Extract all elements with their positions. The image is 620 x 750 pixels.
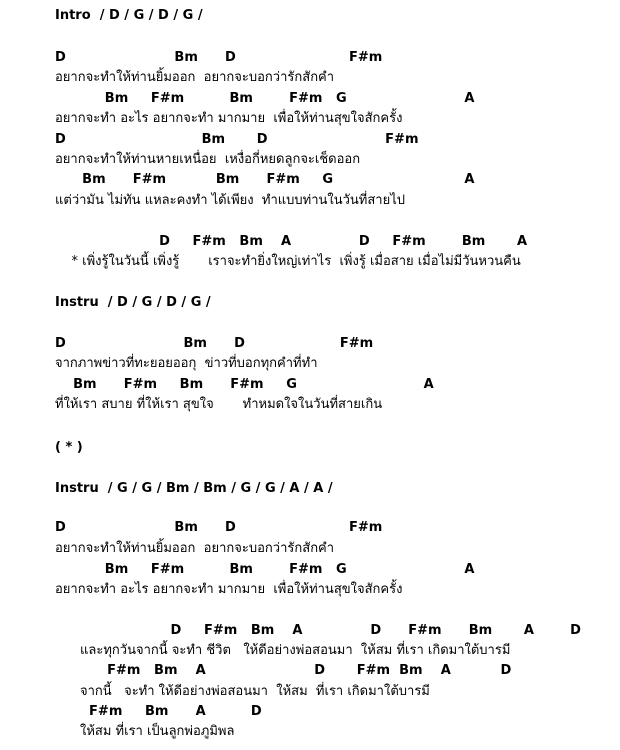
chord-line: Bm F#m Bm F#m G A xyxy=(55,172,475,187)
chord-line: Bm F#m Bm F#m G A xyxy=(55,91,475,106)
lyric-line: อยากจะทำ อะไร อยากจะทำ มากมาย เพื่อให้ท่านสุขใจสักครั้ง xyxy=(55,111,403,126)
lyric-line: และทุกวันจากนี้ จะทำ ชีวิต ให้ดีอย่างพ่อสอนมา ให้สม ที่เรา เกิดมาใต้บารมี xyxy=(80,643,511,658)
lyric-line: อยากจะทำให้ท่านยิ้มออก อยากจะบอกว่ารักสักคำ xyxy=(55,70,335,85)
lyric-line: อยากจะทำให้ท่านยิ้มออก อยากจะบอกว่ารักสักคำ xyxy=(55,541,335,556)
chord-line: D F#m Bm A D F#m Bm A D xyxy=(80,623,581,638)
chord-line: Bm F#m Bm F#m G A xyxy=(55,562,475,577)
chorus-repeat-marker: ( * ) xyxy=(55,440,83,455)
lyric-line: จากนี้ จะทำ ให้ดีอย่างพ่อสอนมา ให้สม ที่เรา เกิดมาใต้บารมี xyxy=(80,684,430,699)
chord-line: F#m Bm A D xyxy=(80,704,262,719)
chord-line: D Bm D F#m xyxy=(55,50,383,65)
lyric-line: แต่ว่ามัน ไม่ทัน แหละคงทำ ได้เพียง ทำแบบท่านในวันที่สายไป xyxy=(55,193,406,208)
chord-line: D Bm D F#m xyxy=(55,336,374,351)
instru-line: Instru / D / G / D / G / xyxy=(55,295,211,310)
chord-line: D Bm D F#m xyxy=(55,132,419,147)
instru-line: Instru / G / G / Bm / Bm / G / G / A / A / xyxy=(55,481,333,496)
chord-line: D Bm D F#m xyxy=(55,520,383,535)
lyric-line: อยากจะทำให้ท่านหายเหนื่อย เหงื่อกี่หยดลูกจะเช็ดออก xyxy=(55,152,361,167)
lyric-line: ที่ให้เรา สบาย ที่ให้เรา สุขใจ ทำหมดใจในวันที่สายเกิน xyxy=(55,397,383,412)
lyric-line: ให้สม ที่เรา เป็นลูกพ่อภูมิพล xyxy=(80,724,235,739)
chorus-chord-line: D F#m Bm A D F#m Bm A xyxy=(55,234,528,249)
chorus-lyric-line: * เพิ่งรู้ในวันนี้ เพิ่งรู้ เราจะทำยิ่งใหญ่เท่าไร เพิ่งรู้ เมื่อสาย เมื่อไม่มีวันหวนคืน xyxy=(55,254,521,269)
intro-line: Intro / D / G / D / G / xyxy=(55,8,203,23)
chord-line: F#m Bm A D F#m Bm A D xyxy=(80,663,512,678)
lyric-line: อยากจะทำ อะไร อยากจะทำ มากมาย เพื่อให้ท่านสุขใจสักครั้ง xyxy=(55,582,403,597)
chord-line: Bm F#m Bm F#m G A xyxy=(55,377,434,392)
lyric-line: จากภาพข่าวที่ทะยอยออกุ ข่าวที่บอกทุกคำที่ทำ xyxy=(55,356,318,371)
